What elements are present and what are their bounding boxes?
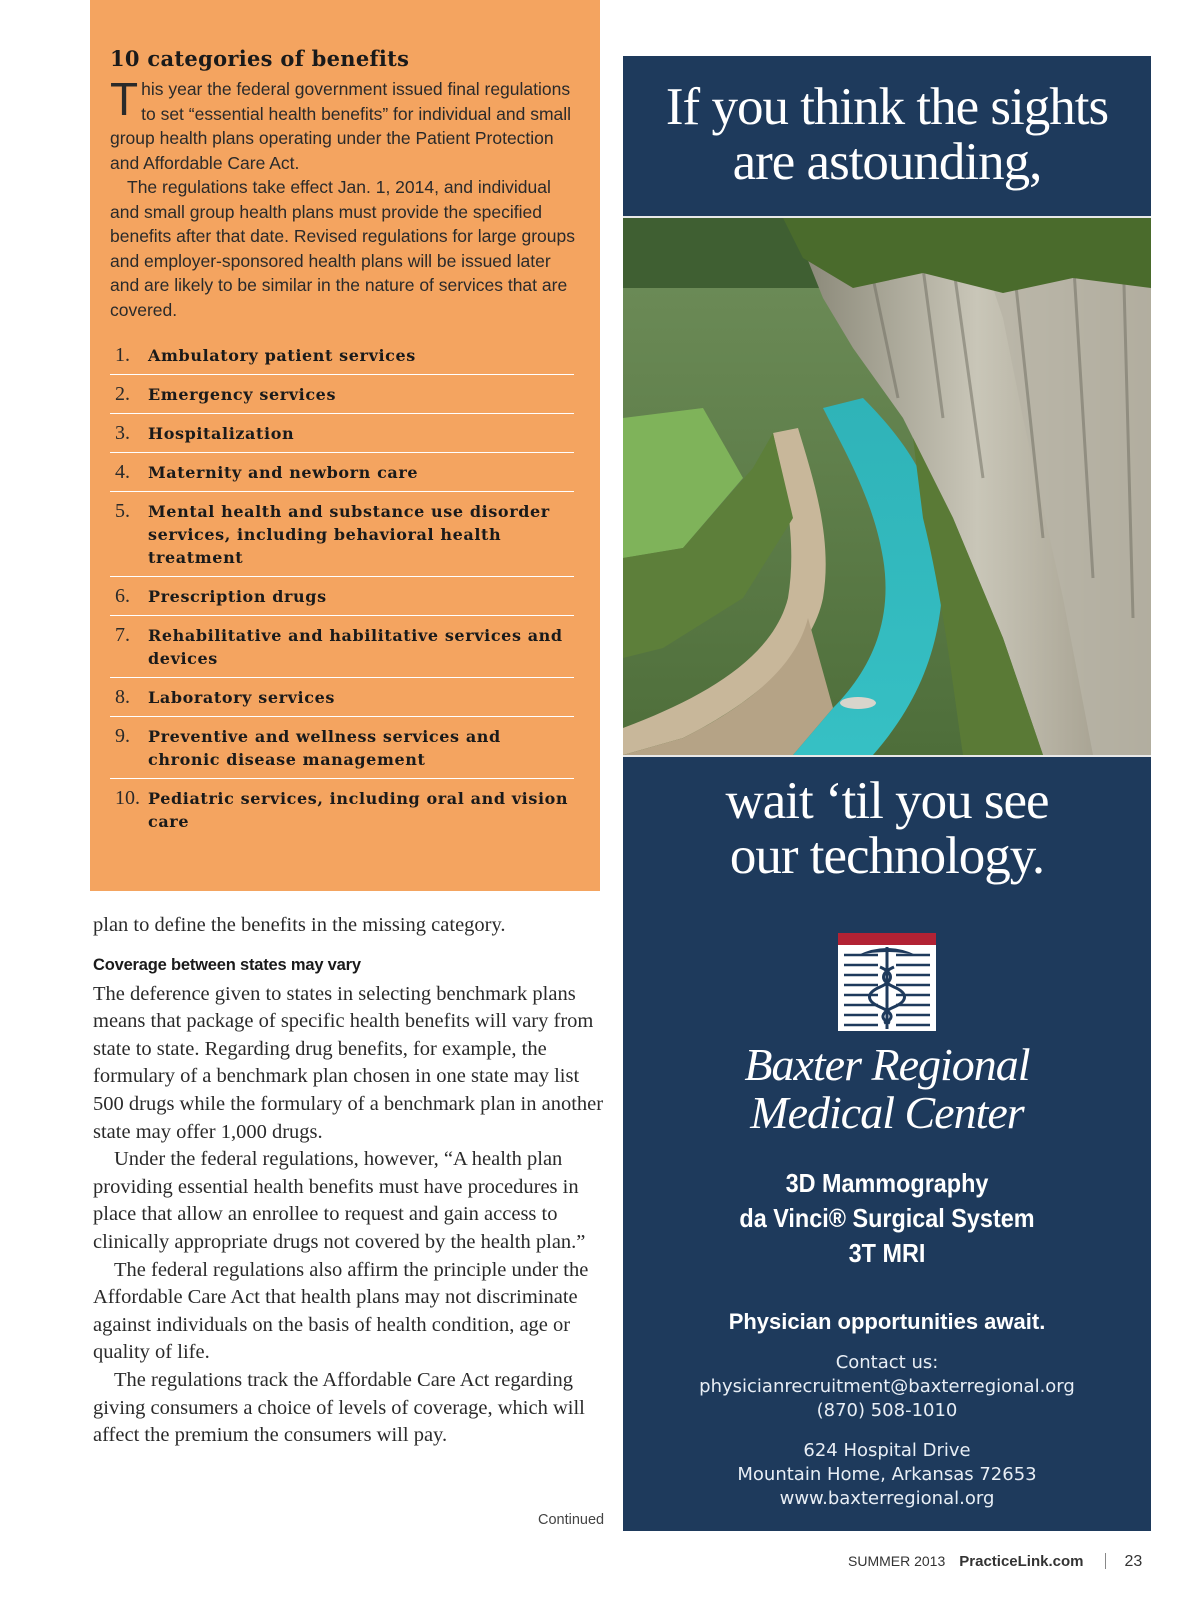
benefit-label: Mental health and substance use disorder services, including behavioral health treatment [148,502,550,567]
address-block [623,1439,1151,1511]
article-paragraph: Under the federal regulations, however, “A health plan providing essential health benefits must have procedures in place that allow an enrollee to request and gain access to clinically appropriate drugs not covered by the health plan.” [93,1148,586,1253]
benefit-number: 5. [115,500,130,522]
benefit-number: 6. [115,585,130,607]
physician-opportunities: Physician opportunities await. [728,1309,1046,1334]
contact-label: Contact us: [835,1352,939,1373]
site-link[interactable]: PracticeLink.com [959,1553,1084,1570]
benefit-item [110,616,574,678]
contact-email-link[interactable]: physicianrecruitment@baxterregional.org [699,1376,1075,1397]
continued-label: Continued [538,1512,605,1528]
hospital-name-line2: Medical Center [750,1087,1024,1138]
benefits-list [110,336,574,840]
section-heading: Coverage between states may vary [93,955,361,974]
hospital-name [623,1041,1151,1137]
ad-tagline-line1: wait ‘til you see [725,772,1049,830]
ad-headline-line2: are astounding, [732,133,1042,191]
benefit-number: 1. [115,344,130,366]
river-landscape-illustration [623,218,1151,755]
sidebar-second-paragraph: The regulations take effect Jan. 1, 2014, and individual and small group health plans must provide the specified benefits after that date. Revised regulations for large groups and employer-sponsored health plans will be issued later and are likely to be similar in the nature of services that are covered. [110,177,575,320]
benefit-number: 10. [115,787,140,809]
benefit-label: Ambulatory patient services [148,346,416,365]
benefit-item [110,453,574,492]
ad-headline [623,80,1151,190]
drop-cap: T [110,73,139,125]
benefit-item [110,336,574,375]
benefit-number: 4. [115,461,130,483]
ad-tagline [623,774,1151,884]
service-item: 3D Mammography [785,1168,989,1198]
benefit-label: Rehabilitative and habilitative services and devices [148,626,563,668]
sidebar-intro-paragraph [110,73,576,175]
benefit-item [110,717,574,779]
benefit-item [110,492,574,577]
article-paragraph: The federal regulations also affirm the principle under the Affordable Care Act that health plans may not discriminate against individuals on the basis of health condition, age or quality of life. [93,1258,589,1364]
benefit-item [110,375,574,414]
website-link[interactable]: www.baxterregional.org [779,1488,995,1509]
benefit-label: Pediatric services, including oral and vision care [148,789,569,831]
benefit-item [110,779,574,840]
benefit-number: 7. [115,624,130,646]
contact-phone: (870) 508-1010 [816,1400,958,1421]
ad-tagline-line2: our technology. [729,827,1045,885]
address-street: 624 Hospital Drive [803,1440,971,1461]
address-city: Mountain Home, Arkansas 72653 [737,1464,1037,1485]
sidebar-title: 10 categories of benefits [110,46,410,71]
river-bluff-photo [623,216,1151,757]
benefit-number: 8. [115,686,130,708]
services-list [649,1166,1124,1271]
benefit-label: Hospitalization [148,424,295,443]
hospital-advertisement [623,56,1151,1531]
ad-headline-line1: If you think the sights [665,78,1109,136]
page-footer [848,1553,1142,1571]
benefit-number: 9. [115,725,130,747]
caduceus-logo-icon [838,933,936,1031]
service-item: da Vinci® Surgical System [739,1203,1035,1233]
benefit-item [110,577,574,616]
benefit-label: Prescription drugs [148,587,327,606]
benefit-label: Emergency services [148,385,337,404]
article-column [93,912,605,1450]
issue-label: SUMMER 2013 [848,1553,946,1569]
benefit-number: 3. [115,422,130,444]
article-paragraph: The deference given to states in selecting benchmark plans means that package of specific health benefits will vary from state to state. Regarding drug benefits, for example, the formulary of a benchmark plan chosen in one state may list 500 drugs while the formulary of a benchmark plan in another state may offer 1,000 drugs. [93,982,604,1143]
contact-block [623,1351,1151,1423]
benefit-label: Preventive and wellness services and chronic disease management [148,727,501,769]
sidebar-intro-text: his year the federal government issued final regulations to set “essential health benefits” for individual and small group health plans operating under the Patient Protection and Affordable Care Act. [110,79,572,173]
article-lead-line: plan to define the benefits in the missing category. [93,914,506,936]
hospital-name-line1: Baxter Regional [744,1039,1030,1090]
benefit-label: Laboratory services [148,688,335,707]
benefits-sidebar [90,0,600,891]
service-item: 3T MRI [848,1238,926,1268]
article-paragraph: The regulations track the Affordable Care Act regarding giving consumers a choice of levels of coverage, which will affect the premium the consumers will pay. [93,1368,585,1447]
benefit-label: Maternity and newborn care [148,463,419,482]
benefit-item [110,678,574,717]
benefit-number: 2. [115,383,130,405]
benefit-item [110,414,574,453]
page-number: 23 [1124,1553,1143,1570]
footer-divider [1105,1553,1106,1569]
